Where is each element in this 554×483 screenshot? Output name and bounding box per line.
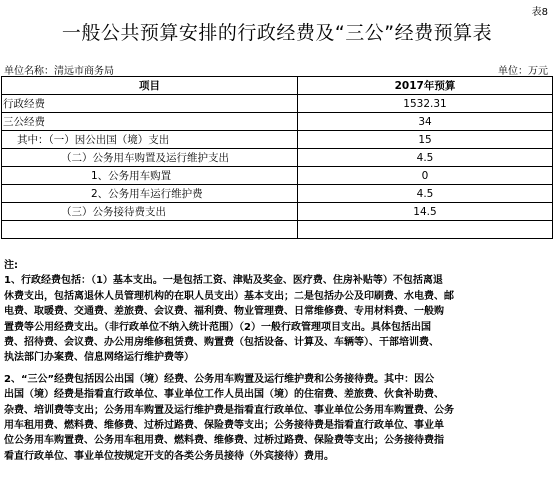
note-line: 费、招待费、会议费、办公用房维修租赁费、购置费（包括设备、计算及、车辆等）、干部培训费、 (4, 337, 439, 349)
table-row (2, 203, 553, 221)
unit-name: 单位名称：清远市商务局 (4, 66, 114, 77)
budget-table (1, 76, 553, 239)
table-row (2, 113, 553, 131)
row-label: （二）公务用车购置及运行维护支出 (2, 149, 298, 167)
table-row (2, 131, 553, 149)
note-line: 置费等公用经费支出。（非行政单位不纳入统计范围）（2）一般行政管理项目支出。具体包括出国 (4, 321, 431, 333)
row-value: 0 (298, 167, 553, 185)
row-label: （三）公务接待费支出 (2, 203, 298, 221)
row-label (2, 221, 298, 239)
table-row (2, 167, 553, 185)
notes-paragraph-1 (4, 273, 550, 365)
notes (4, 258, 550, 464)
page-title: 一般公共预算安排的行政经费及“三公”经费预算表 (61, 22, 493, 44)
header-item: 项目 (2, 77, 298, 95)
unit-label: 单位：万元 (498, 66, 548, 77)
table-row (2, 149, 553, 167)
table-row (2, 95, 553, 113)
row-label: 其中：（一）因公出国（境）支出 (2, 131, 298, 149)
notes-paragraph-2 (4, 372, 550, 464)
row-label: 三公经费 (2, 113, 298, 131)
note-line: 位公务用车购置费、公务用车租用费、燃料费、维修费、过桥过路费、保险费等支出；公务接待费指 (4, 435, 444, 447)
table-number: 表8 (531, 7, 548, 18)
row-label: 2、公务用车运行维护费 (2, 185, 298, 203)
row-value: 4.5 (298, 149, 553, 167)
note-line: 用车租用费、燃料费、维修费、过桥过路费、保险费等支出；公务接待费是指看直行政单位、事业单 (4, 420, 444, 432)
row-label: 1、公务用车购置 (2, 167, 298, 185)
row-label: 行政经费 (2, 95, 298, 113)
notes-heading: 注: (4, 260, 18, 271)
note-line: 看直行政单位、事业单位按规定开支的各类公务员接待（外宾接待）费用。 (4, 450, 334, 462)
row-value: 34 (298, 113, 553, 131)
table-body (2, 95, 553, 239)
row-value: 15 (298, 131, 553, 149)
row-value (298, 221, 553, 239)
table-row (2, 185, 553, 203)
note-line: 1、行政经费包括：（1）基本支出。一是包括工资、津贴及奖金、医疗费、住房补贴等）不包括离退 (4, 275, 443, 287)
note-line: 休费支出，包括离退休人员管理机构的在职人员支出）基本支出；二是包括办公及印刷费、水电费、邮 (4, 290, 454, 302)
row-value: 14.5 (298, 203, 553, 221)
note-line: 出国（境）经费是指看直行政单位、事业单位工作人员出国（境）的住宿费、差旅费、伙食补助费、 (4, 389, 444, 401)
row-value: 1532.31 (298, 95, 553, 113)
table-header-row (2, 77, 553, 95)
table-row (2, 221, 553, 239)
note-line: 2、“三公”经费包括因公出国（境）经费、公务用车购置及运行维护费和公务接待费。其中：因公 (4, 373, 435, 385)
note-line: 杂费、培训费等支出；公务用车购置及运行维护费是指看直行政单位、事业单位公务用车购置费、公务 (4, 404, 454, 416)
row-value: 4.5 (298, 185, 553, 203)
note-line: 执法部门办案费、信息网络运行维护费等） (4, 352, 194, 364)
note-line: 电费、取暖费、交通费、差旅费、会议费、福利费、物业管理费、日常维修费、专用材料费、一般购 (4, 306, 444, 318)
header-budget-2017: 2017年预算 (298, 77, 553, 95)
